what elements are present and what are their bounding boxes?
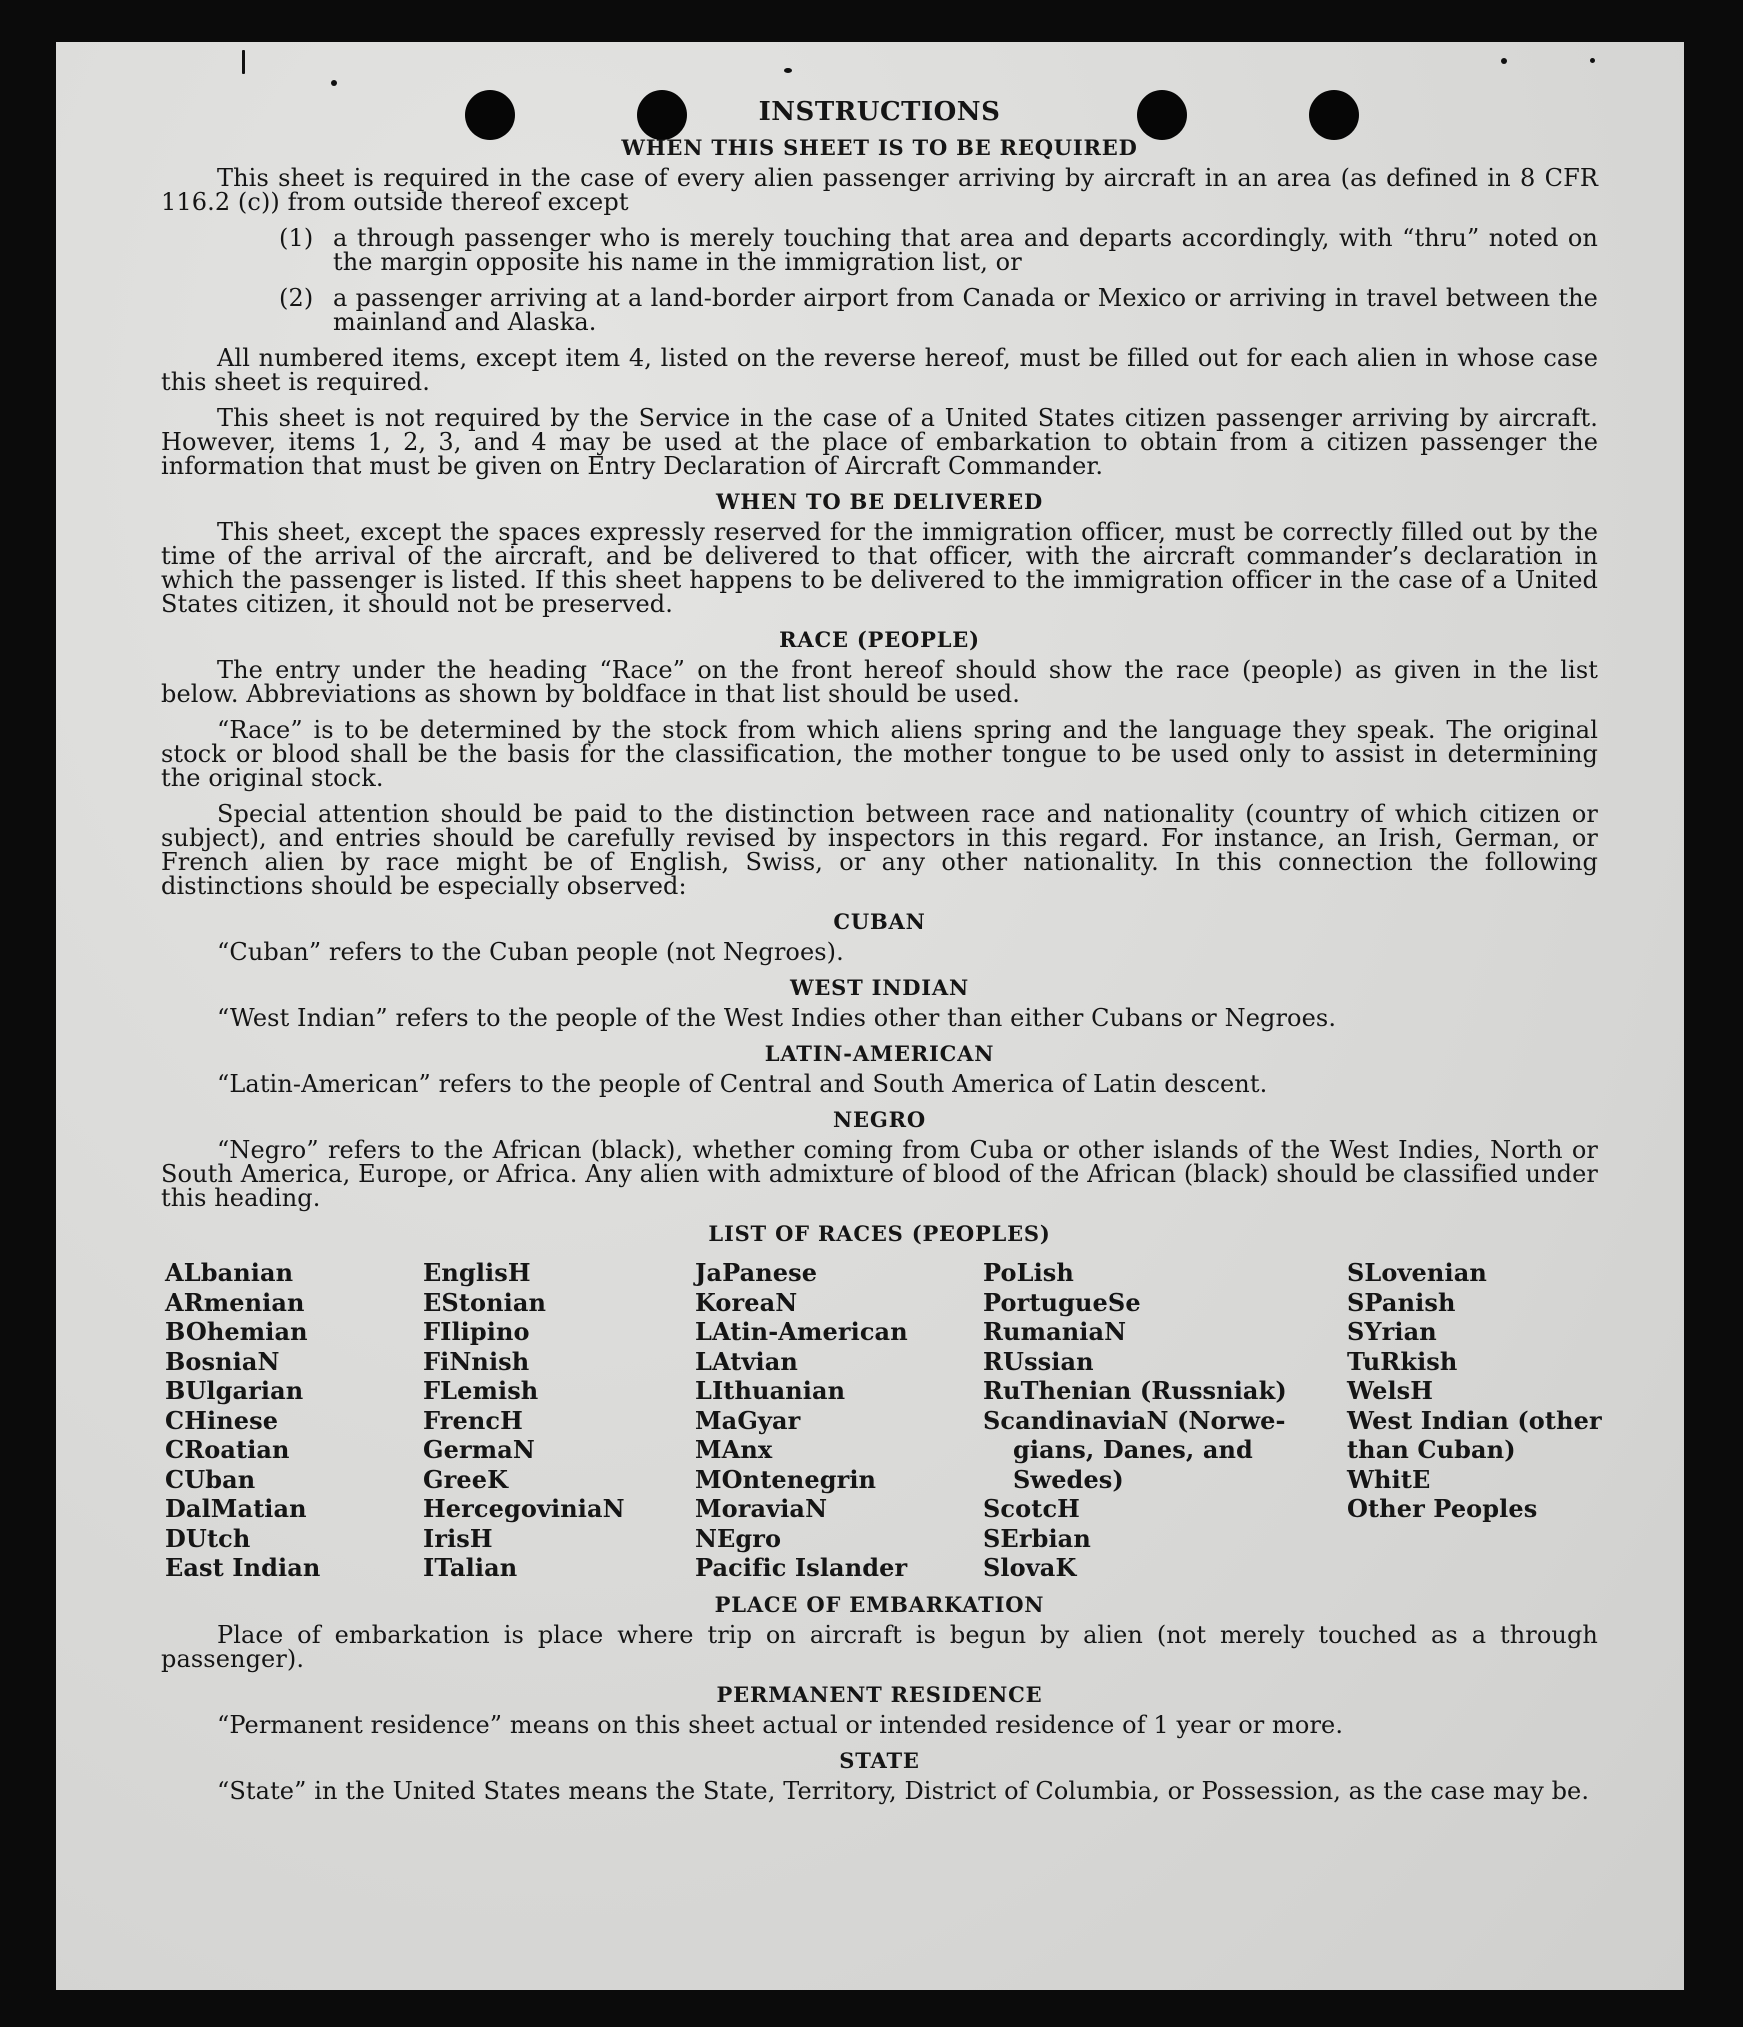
negro-text: “Negro” refers to the African (black), whether coming from Cuba or other islands of the West Indies, North or South America, Europe, or Africa. Any alien with admixture of blood of the African (black) should be classified under this heading. [161,1136,1598,1212]
race-entry: gians, Danes, and [1013,1435,1253,1464]
race-entry: DUtch [165,1523,251,1553]
race-entry: TuRkish [1347,1346,1458,1376]
race-entry: MOntenegrin [695,1464,877,1494]
citizen-paragraph: This sheet is not required by the Service in the case of a United States citizen passenger arriving by aircraft. However, items 1, 2, 3, and 4 may be used at the place of embarkation to obtain from a citizen passenger the information that must be given on Entry Declaration of Aircraft Commander. [161,404,1598,480]
race-entry: WhitE [1347,1464,1431,1494]
exception-number: (1) [279,224,314,252]
race-entry: PortugueSe [983,1287,1141,1317]
section-heading-cuban: CUBAN [833,909,926,934]
race-entry: RumaniaN [983,1317,1127,1346]
page-title: INSTRUCTIONS [758,97,1001,127]
race-entry: Other Peoples [1347,1494,1538,1523]
race-entry: West Indian (other [1347,1405,1602,1435]
race-entry: JaPanese [695,1258,818,1287]
race-entry: LIthuanian [695,1376,846,1405]
race-entry: BUlgarian [165,1376,304,1405]
race-entry: SYrian [1347,1317,1437,1346]
race-entry: LAtvian [695,1346,798,1376]
race-entry: MAnx [695,1435,773,1464]
race-paragraph-2: “Race” is to be determined by the stock from which aliens spring and the language they speak. The original stock or blood shall be the basis for the classification, the mother tongue to be used only to assist in determining the original stock. [161,716,1598,792]
exception-number: (2) [279,284,314,312]
race-entry: East Indian [165,1553,321,1582]
race-entry: GermaN [423,1435,535,1464]
race-entry: SlovaK [983,1553,1077,1582]
ink-speck [1590,58,1595,63]
section-heading-list-of-races: LIST OF RACES (PEOPLES) [708,1221,1051,1246]
race-entry: Swedes) [1013,1464,1124,1494]
exception-text: a through passenger who is merely touching that area and departs accordingly, with “thru” noted on the margin opposite his name in the immigration list, or [333,224,1598,276]
race-entry: PoLish [983,1258,1074,1287]
exception-text: a passenger arriving at a land-border airport from Canada or Mexico or arriving in travel between the mainland and Alaska. [333,284,1598,336]
races-list [165,1258,1602,1583]
section-heading-embarkation: PLACE OF EMBARKATION [714,1591,1045,1617]
race-entry: ALbanian [165,1258,294,1287]
races-column [423,1258,695,1583]
race-entry: SPanish [1347,1287,1456,1317]
exception-item [161,226,1598,274]
race-entry: ITalian [423,1553,518,1582]
race-entry: CRoatian [165,1435,290,1464]
race-entry: WelsH [1347,1376,1434,1405]
section-heading-when-required: WHEN THIS SHEET IS TO BE REQUIRED [621,135,1138,160]
race-entry: FLemish [423,1376,539,1405]
race-entry: SLovenian [1347,1258,1487,1287]
when-delivered-text: This sheet, except the spaces expressly reserved for the immigration officer, must be correctly filled out by the time of the arrival of the aircraft, and be delivered to that officer, with the aircraft commander’s declaration in which the passenger is listed. If this sheet happens to be delivered to the immigration officer in the case of a United States citizen, it should not be preserved. [161,518,1598,618]
race-entry: EnglisH [423,1258,531,1287]
race-entry: SErbian [983,1523,1091,1553]
instructions-content [161,97,1602,1815]
ink-mark [242,50,245,74]
races-column [1347,1258,1602,1583]
race-entry: CHinese [165,1405,279,1435]
race-entry: FrencH [423,1405,523,1435]
residence-text: “Permanent residence” means on this sheet actual or intended residence of 1 year or more. [217,1710,1344,1739]
ink-speck [331,80,337,86]
race-entry: HercegoviniaN [423,1494,625,1523]
section-heading-state: STATE [839,1747,920,1773]
race-entry: NEgro [695,1523,782,1553]
numbered-items-paragraph: All numbered items, except item 4, listed on the reverse hereof, must be filled out for each alien in whose case this sheet is required. [161,344,1598,396]
race-entry: RuThenian (Russniak) [983,1376,1287,1405]
races-column [983,1258,1347,1583]
state-text: “State” in the United States means the State, Territory, District of Columbia, or Possession, as the case may be. [217,1776,1590,1805]
race-entry: ScandinaviaN (Norwe- [983,1405,1286,1435]
race-entry: Pacific Islander [695,1553,908,1582]
races-column [695,1258,983,1583]
latin-american-text: “Latin-American” refers to the people of Central and South America of Latin descent. [217,1070,1268,1098]
race-entry: LAtin-American [695,1317,908,1346]
section-heading-when-delivered: WHEN TO BE DELIVERED [715,489,1043,514]
section-heading-race: RACE (PEOPLE) [779,627,980,652]
race-entry: EStonian [423,1287,547,1317]
race-paragraph-1: The entry under the heading “Race” on the front hereof should show the race (people) as given in the list below. Abbreviations as shown by boldface in that list should be used. [161,656,1598,708]
section-heading-residence: PERMANENT RESIDENCE [716,1681,1043,1707]
race-entry: CUban [165,1464,256,1494]
race-entry: FiNnish [423,1346,530,1376]
race-entry: GreeK [423,1464,509,1494]
race-entry: MoraviaN [695,1494,828,1523]
race-entry: ScotcH [983,1494,1080,1523]
race-entry: BosniaN [165,1346,280,1376]
race-entry: MaGyar [695,1405,801,1435]
ink-speck [784,68,792,73]
section-heading-west-indian: WEST INDIAN [789,975,970,1000]
race-entry: FIlipino [423,1317,530,1346]
races-column [165,1258,423,1583]
race-entry: BOhemian [165,1317,308,1346]
race-entry: IrisH [423,1523,493,1553]
race-entry: ARmenian [165,1287,305,1317]
race-entry: DalMatian [165,1494,307,1523]
west-indian-text: “West Indian” refers to the people of the West Indies other than either Cubans or Negroes. [217,1004,1337,1032]
section-heading-latin-american: LATIN-AMERICAN [764,1041,995,1066]
embarkation-text: Place of embarkation is place where trip on aircraft is begun by alien (not merely touched as a through passenger). [161,1620,1598,1673]
ink-speck [1501,58,1507,64]
document-page [56,42,1684,1990]
cuban-text: “Cuban” refers to the Cuban people (not Negroes). [217,938,844,966]
exception-item [161,286,1598,334]
race-paragraph-3: Special attention should be paid to the distinction between race and nationality (country of which citizen or subject), and entries should be carefully revised by inspectors in this regard. For instance, an Irish, German, or French alien by race might be of English, Swiss, or any other nationality. In this connection the following distinctions should be especially observed: [161,800,1598,900]
when-required-intro: This sheet is required in the case of every alien passenger arriving by aircraft in an area (as defined in 8 CFR 116.2 (c)) from outside thereof except [161,164,1598,216]
race-entry: RUssian [983,1346,1094,1376]
section-heading-negro: NEGRO [833,1107,926,1132]
race-entry: than Cuban) [1347,1435,1516,1464]
race-entry: KoreaN [695,1287,798,1317]
